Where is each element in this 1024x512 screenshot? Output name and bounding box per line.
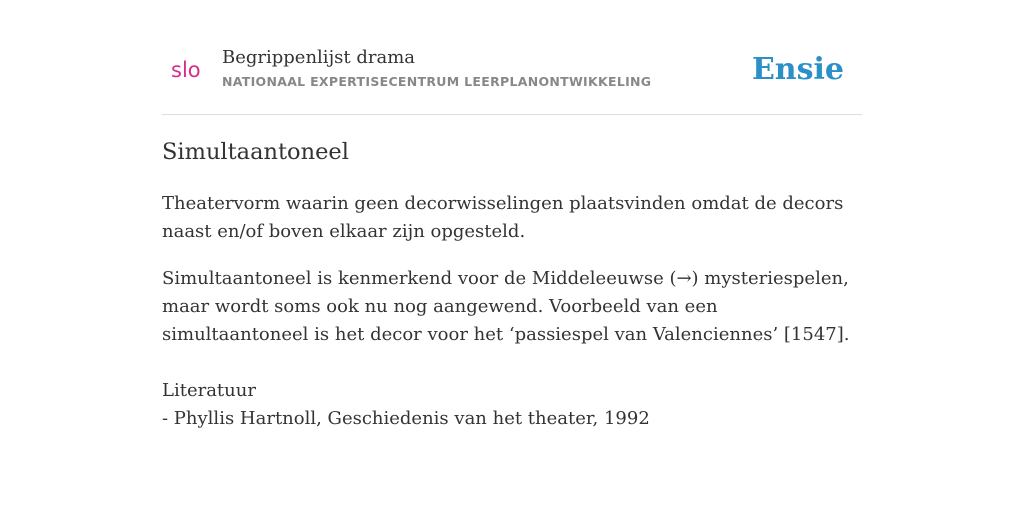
entry-description: Simultaantoneel is kenmerkend voor de Middeleeuwse (→) mysteriespelen, maar wordt soms ook nu nog aangewend. Voorbeeld van een simultaantoneel is het decor voor het ‘passiespel van Valenciennes’ [1547].: [162, 268, 850, 345]
ensie-brand-logo[interactable]: Ensie: [751, 52, 844, 87]
slo-logo[interactable]: slo: [171, 58, 201, 82]
header-title[interactable]: Begrippenlijst drama: [222, 47, 415, 68]
literature-heading: Literatuur: [162, 380, 256, 401]
entry-term: Simultaantoneel: [162, 139, 349, 165]
header-subtitle: NATIONAAL EXPERTISECENTRUM LEERPLANONTWIKKELING: [222, 74, 652, 89]
entry-definition: Theatervorm waarin geen decorwisselingen plaatsvinden omdat de decors naast en/of boven elkaar zijn opgesteld.: [162, 193, 844, 242]
page: [162, 0, 862, 512]
literature-section: [162, 377, 862, 433]
literature-item: - Phyllis Hartnoll, Geschiedenis van het theater, 1992: [162, 408, 650, 429]
header: [162, 40, 862, 115]
